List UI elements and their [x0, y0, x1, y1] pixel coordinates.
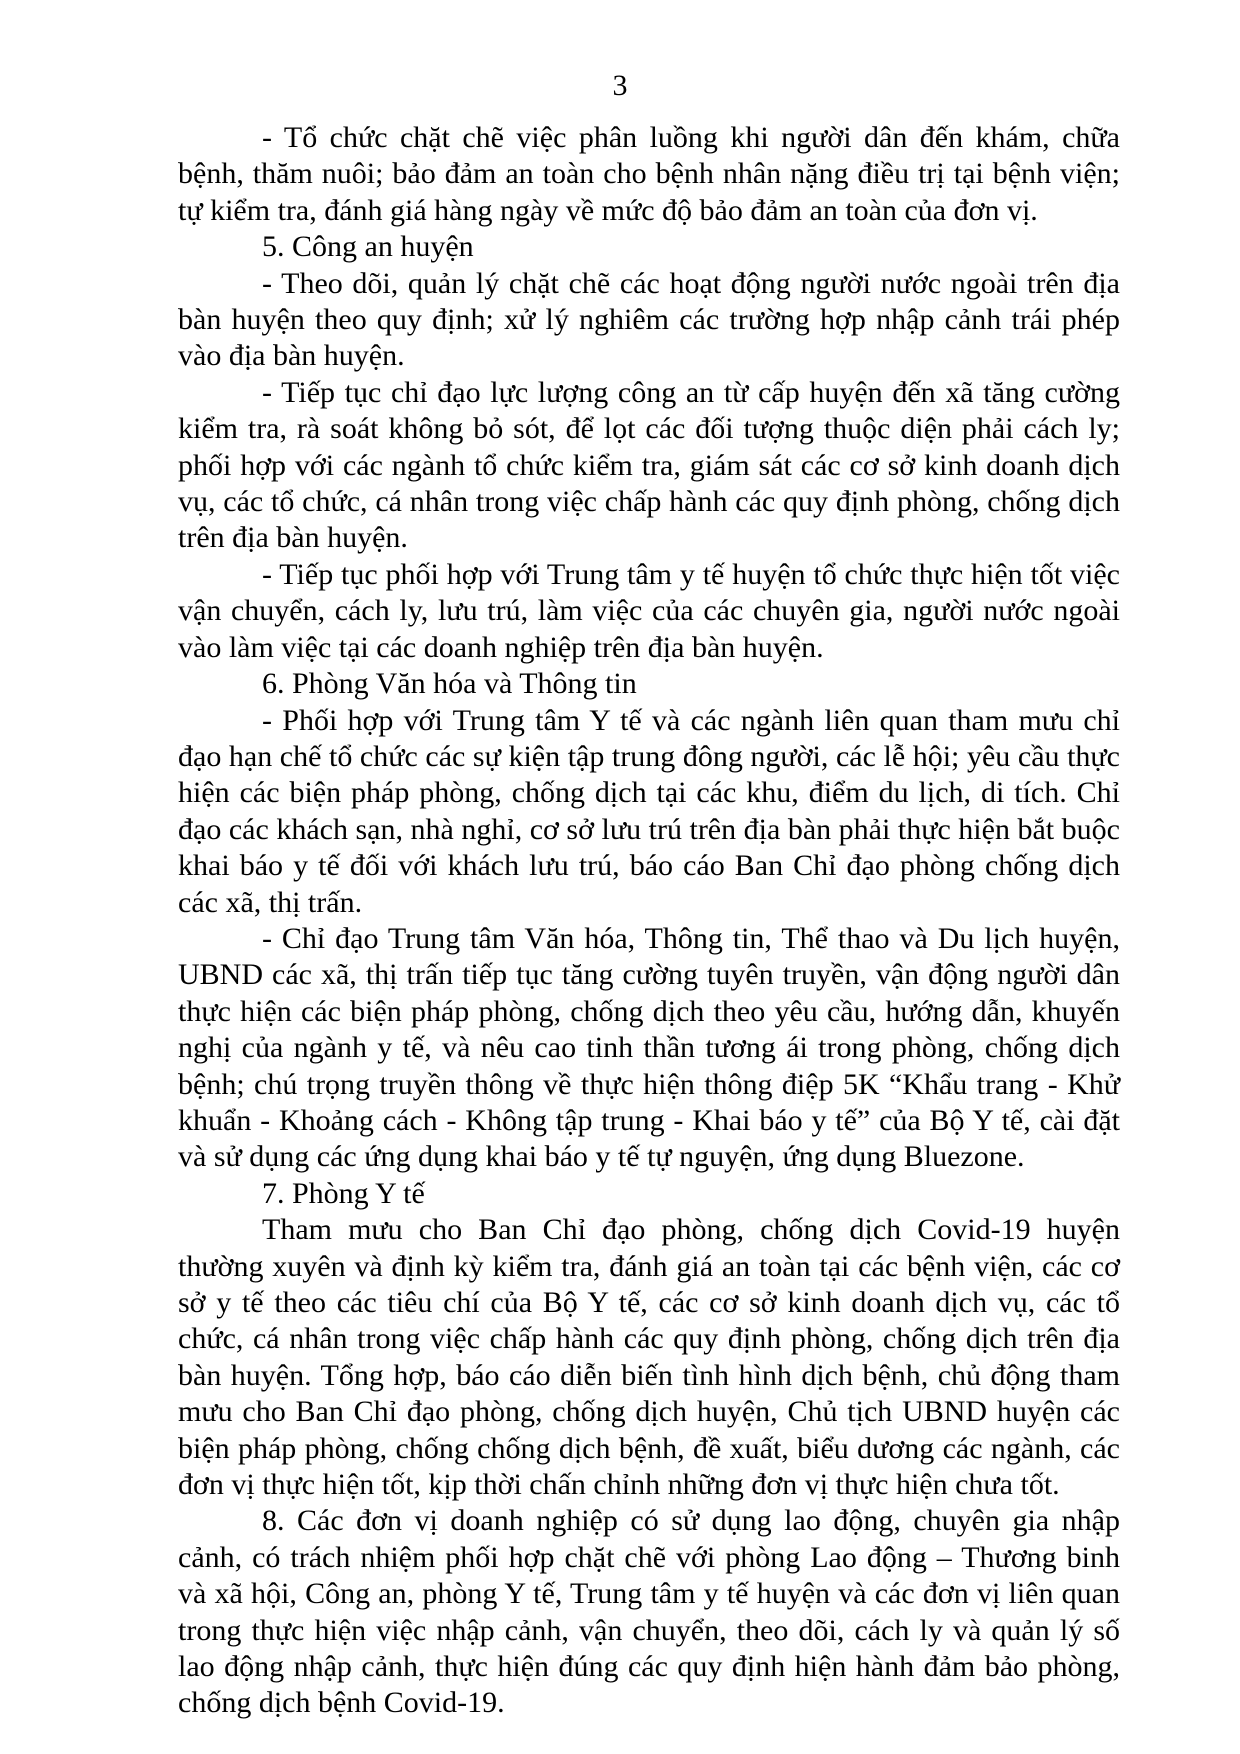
paragraph-health-advisory: Tham mưu cho Ban Chỉ đạo phòng, chống dịch Covid-19 huyện thường xuyên và định kỳ kiểm tra, đánh giá an toàn tại các bệnh viện, các cơ sở y tế theo các tiêu chí của Bộ Y tế, các cơ sở kinh doanh dịch vụ, các tổ chức, cá nhân trong việc chấp hành các quy định phòng, chống dịch trên địa bàn huyện. Tổng hợp, báo cáo diễn biến tình hình dịch bệnh, chủ động tham mưu cho Ban Chỉ đạo phòng, chống dịch huyện, Chủ tịch UBND huyện các biện pháp phòng, chống chống dịch bệnh, đề xuất, biểu dương các ngành, các đơn vị thực hiện tốt, kịp thời chấn chỉnh những đơn vị thực hiện chưa tốt. — [178, 1213, 1120, 1502]
paragraph-culture-propaganda: - Chỉ đạo Trung tâm Văn hóa, Thông tin, Thể thao và Du lịch huyện, UBND các xã, thị trấn tiếp tục tăng cường tuyên truyền, vận động người dân thực hiện các biện pháp phòng, chống dịch theo yêu cầu, hướng dẫn, khuyến nghị của ngành y tế, và nêu cao tinh thần tương ái trong phòng, chống dịch bệnh; chú trọng truyền thông về thực hiện thông điệp 5K “Khẩu trang - Khử khuẩn - Khoảng cách - Không tập trung - Khai báo y tế” của Bộ Y tế, cài đặt và sử dụng các ứng dụng khai báo y tế tự nguyện, ứng dụng Bluezone. — [178, 921, 1120, 1174]
page-number: 3 — [612, 69, 628, 102]
section-heading-police: 5. Công an huyện — [262, 230, 474, 264]
document-body — [178, 120, 1120, 1722]
section-heading-culture: 6. Phòng Văn hóa và Thông tin — [262, 667, 637, 701]
section-heading-health: 7. Phòng Y tế — [262, 1176, 425, 1210]
paragraph-police-foreigners: - Theo dõi, quản lý chặt chẽ các hoạt động người nước ngoài trên địa bàn huyện theo quy định; xử lý nghiêm các trường hợp nhập cảnh trái phép vào địa bàn huyện. — [178, 266, 1120, 373]
paragraph-hospital-safety: - Tổ chức chặt chẽ việc phân luồng khi người dân đến khám, chữa bệnh, thăm nuôi; bảo đảm an toàn cho bệnh nhân nặng điều trị tại bệnh viện; tự kiểm tra, đánh giá hàng ngày về mức độ bảo đảm an toàn của đơn vị. — [178, 121, 1120, 227]
paragraph-police-coordination: - Tiếp tục phối hợp với Trung tâm y tế huyện tổ chức thực hiện tốt việc vận chuyển, cách ly, lưu trú, làm việc của các chuyên gia, người nước ngoài vào làm việc tại các doanh nghiệp trên địa bàn huyện. — [178, 557, 1120, 664]
paragraph-police-inspection: - Tiếp tục chỉ đạo lực lượng công an từ cấp huyện đến xã tăng cường kiểm tra, rà soát không bỏ sót, để lọt các đối tượng thuộc diện phải cách ly; phối hợp với các ngành tổ chức kiểm tra, giám sát các cơ sở kinh doanh dịch vụ, các tổ chức, cá nhân trong việc chấp hành các quy định phòng, chống dịch trên địa bàn huyện. — [178, 375, 1120, 555]
paragraph-culture-events: - Phối hợp với Trung tâm Y tế và các ngành liên quan tham mưu chỉ đạo hạn chế tổ chức các sự kiện tập trung đông người, các lễ hội; yêu cầu thực hiện các biện pháp phòng, chống dịch tại các khu, điểm du lịch, di tích. Chỉ đạo các khách sạn, nhà nghỉ, cơ sở lưu trú trên địa bàn phải thực hiện bắt buộc khai báo y tế đối với khách lưu trú, báo cáo Ban Chỉ đạo phòng chống dịch các xã, thị trấn. — [178, 703, 1120, 919]
paragraph-enterprises: 8. Các đơn vị doanh nghiệp có sử dụng lao động, chuyên gia nhập cảnh, có trách nhiệm phối hợp chặt chẽ với phòng Lao động – Thương binh và xã hội, Công an, phòng Y tế, Trung tâm y tế huyện và các đơn vị liên quan trong thực hiện việc nhập cảnh, vận chuyển, theo dõi, cách ly và quản lý số lao động nhập cảnh, thực hiện đúng các quy định hiện hành đảm bảo phòng, chống dịch bệnh Covid-19. — [178, 1504, 1120, 1720]
